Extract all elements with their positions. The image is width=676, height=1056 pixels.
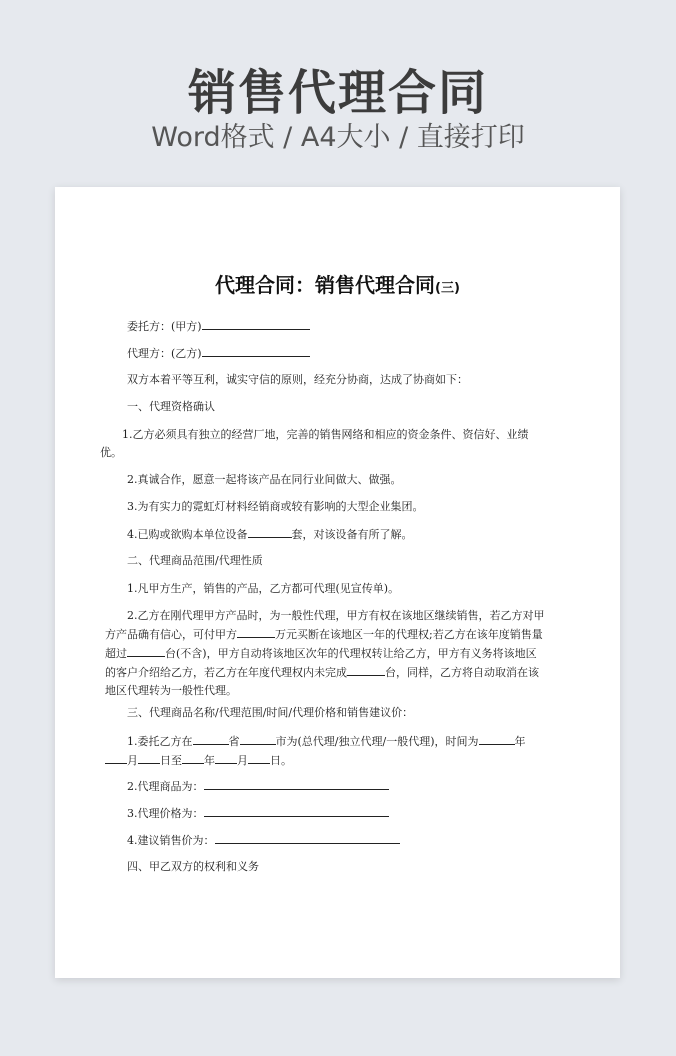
document-title-suffix: (三) <box>435 281 460 296</box>
intro-paragraph: 双方本着平等互利，诚实守信的原则，经充分协商，达成了协商如下： <box>127 373 468 386</box>
clause-3-1: 1.委托乙方在 省 市为(总代理/独立代理/一般代理)，时间为 年 月 日至 年 月 日。 <box>105 732 547 770</box>
section-heading-4: 四、甲乙双方的权利和义务 <box>127 860 259 873</box>
document-title <box>55 272 620 302</box>
agent-line: 代理方：(乙方) <box>127 344 547 363</box>
section-heading-1: 一、代理资格确认 <box>127 400 215 413</box>
clause-1-4: 4.已购或欲购本单位设备 套，对该设备有所了解。 <box>127 525 547 544</box>
section-heading-3: 三、代理商品名称/代理范围/时间/代理价格和销售建议价： <box>127 706 414 719</box>
clause-2-1: 1.凡甲方生产，销售的产品，乙方都可代理(见宣传单)。 <box>127 582 400 595</box>
clause-3-2: 2.代理商品为： <box>127 777 547 796</box>
clause-3-4: 4.建议销售价为： <box>127 831 547 850</box>
document-title-main: 代理合同：销售代理合同 <box>215 273 436 297</box>
hero-title: 销售代理合同 <box>187 65 488 121</box>
clause-1-3: 3.为有实力的霓虹灯材料经销商或较有影响的大型企业集团。 <box>127 500 424 513</box>
clause-3-3: 3.代理价格为： <box>127 804 547 823</box>
document-page <box>55 187 620 978</box>
hero-subtitle: Word格式 / A4大小 / 直接打印 <box>151 122 525 153</box>
clause-1-2: 2.真诚合作，愿意一起将该产品在同行业间做大、做强。 <box>127 473 402 486</box>
client-line: 委托方：(甲方) <box>127 317 547 336</box>
clause-1-1: 1.乙方必须具有独立的经营厂地，完善的销售网络和相应的资金条件、资信好、业绩优。 <box>100 428 529 459</box>
section-heading-2: 二、代理商品范围/代理性质 <box>127 554 263 567</box>
clause-2-2: 2.乙方在刚代理甲方产品时，为一般性代理，甲方有权在该地区继续销售，若乙方对甲方产品确有信心，可付甲方 万元买断在该地区一年的代理权;若乙方在该年度销售量超过 台(不含)，甲方自动将该地区次年的代理权转让给乙方，甲方有义务将该地区的客户介绍给乙方，若乙方在年度代理权内未完成 台，同样，乙方将自动取消在该地区代理转为一般性代理。 <box>105 609 545 697</box>
